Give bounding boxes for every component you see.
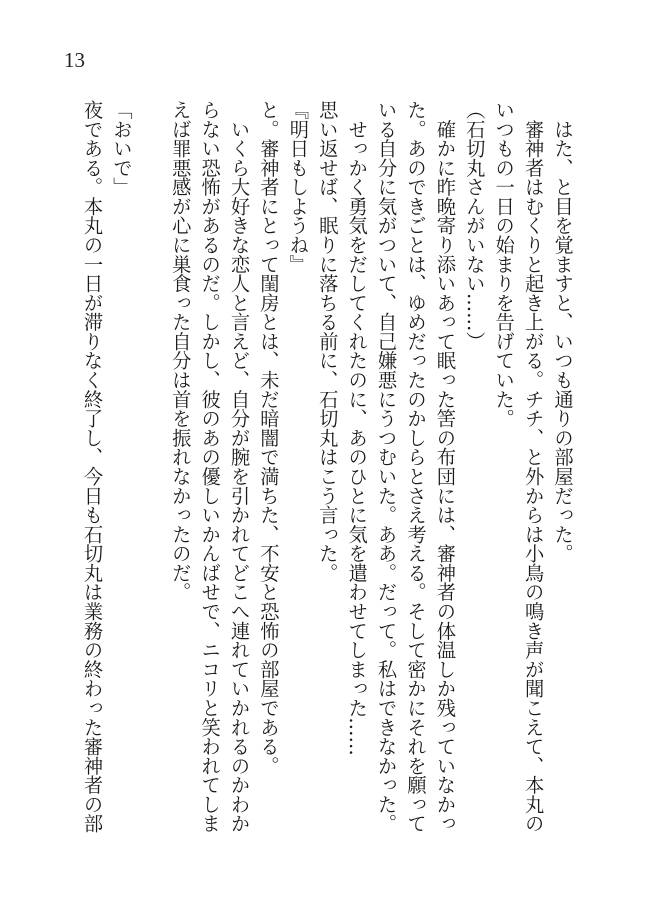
text-line: いる自分に気がついて、自己嫌悪にうつむいた。ああ。だって。私はできなかった。 <box>374 100 398 834</box>
blank-line <box>136 100 165 840</box>
text-line: 思い返せば、眠りに落ちる前に、石切丸はこう言った。 <box>315 100 339 583</box>
text-line: 審神者はむくりと起き上がる。チチ、と外からは小鳥の鳴き声が聞こえて、本丸の <box>521 100 545 834</box>
text-line: 確かに昨晩寄り添いあって眠った筈の布団には、審神者の体温しか残っていなかっ <box>433 100 457 834</box>
text-line: 「おいで」 <box>109 100 133 197</box>
text-line: 夜である。本丸の一日が滞りなく終了し、今日も石切丸は業務の終わった審神者の部 <box>80 100 104 834</box>
text-line: せっかく勇気をだしてくれたのに、あのひとに気を遣わせてしまった…… <box>345 100 369 756</box>
text-line: （石切丸さんがいない……） <box>462 100 486 351</box>
text-line: はた、と目を覚ますと、いつも通りの部屋だった。 <box>551 100 574 563</box>
text-line: と。審神者にとって閨房とは、未だ暗闇で満ちた、不安と恐怖の部屋である。 <box>256 100 280 776</box>
page-number: 13 <box>64 48 85 72</box>
text-line: 『明日もしようね』 <box>286 100 310 274</box>
text-line: いくら大好きな恋人と言えど、自分が腕を引かれてどこへ連れていかれるのかわか <box>227 100 251 834</box>
text-line: いつもの一日の始まりを告げていた。 <box>492 100 516 428</box>
body-text <box>77 100 577 840</box>
text-line: た。あのできごとは、ゆめだったのかしらとさえ考える。そして密かにそれを願って <box>403 100 427 834</box>
text-line: えば罪悪感が心に巣食った自分は首を振れなかったのだ。 <box>168 100 192 602</box>
text-line: らない恐怖があるのだ。しかし、彼のあの優しいかんばせで、ニコリと笑われてしま <box>198 100 222 834</box>
